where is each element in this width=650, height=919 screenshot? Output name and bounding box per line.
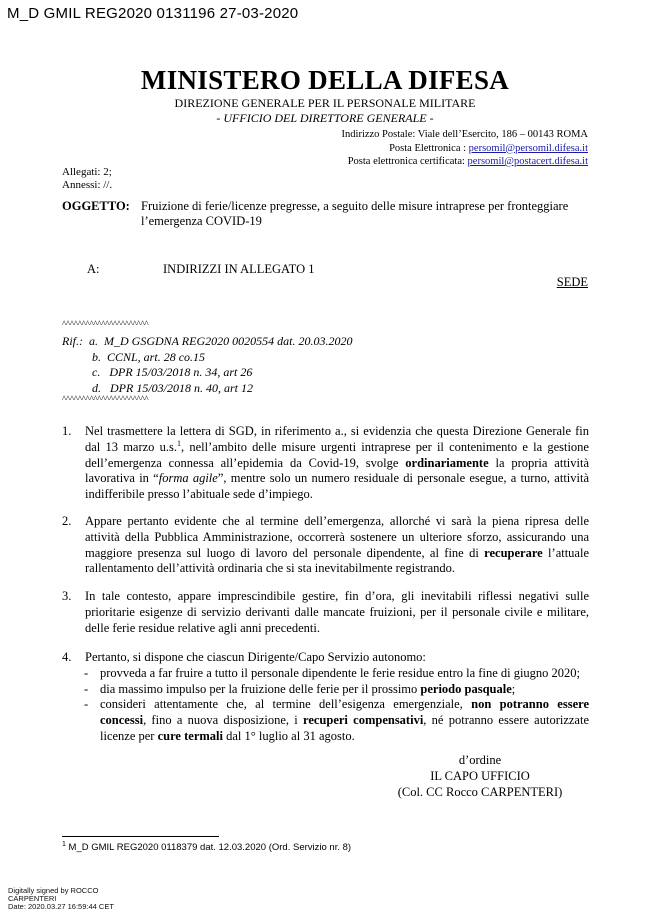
references-block [62, 334, 352, 396]
footnote-divider [62, 836, 219, 837]
recipient-sede: SEDE [556, 275, 588, 289]
directorate-subtitle: DIREZIONE GENERALE PER IL PERSONALE MILITARE [174, 96, 476, 110]
p4-bold-periodo-pasquale: periodo pasquale [420, 681, 512, 696]
signature-role: IL CAPO UFFICIO [430, 769, 530, 783]
pec-link[interactable]: persomil@postacert.difesa.it [467, 156, 588, 167]
p2-bold-recuperare: recuperare [484, 545, 543, 560]
digital-signature-line-1: Digitally signed by ROCCO [8, 886, 99, 895]
footnote [62, 842, 351, 853]
separator-bottom: ^^^^^^^^^^^^^^^^^^^^^^ [62, 394, 149, 404]
p1-text-3: la propria attività lavorativa in “ [85, 455, 590, 486]
p2-text-1: Appare pertanto evidente che al termine dell’emergenza, allorché vi sarà la piena ripresa delle attività della Pubblica Amministrazione, occorrerà sostenere un ulteriore sforzo, assicurando una maggiore presenza sul luogo di lavoro del personale dipendente, al fine di [85, 514, 589, 560]
paragraph-4 [62, 650, 589, 745]
p1-italic-forma-agile: forma agile [158, 471, 218, 486]
ministry-title: MINISTERO DELLA DIFESA [140, 65, 510, 95]
p4-item-3-text-2: , fino a nuova disposizione, i [143, 713, 304, 728]
paragraph-1-number: 1. [62, 424, 72, 438]
p4-list-item-3 [62, 697, 589, 744]
reference-b: CCNL, art. 28 co.15 [107, 349, 206, 364]
references-label: Rif.: [62, 334, 83, 348]
signature-order: d’ordine [458, 753, 502, 767]
dash-bullet: - [84, 681, 89, 696]
p4-list-item-2 [62, 682, 589, 698]
p4-item-3-text-4: dal 1° luglio al 31 agosto. [222, 728, 355, 743]
footnote-ref: 1 [177, 438, 181, 448]
p1-bold-ordinariamente: ordinariamente [405, 455, 489, 470]
annessi-line: Annessi: //. [62, 179, 113, 191]
address-block [342, 128, 588, 169]
digital-signature-line-2: CARPENTERI [8, 894, 57, 903]
recipient-label: A: [87, 262, 100, 276]
office-subtitle: - UFFICIO DEL DIRETTORE GENERALE - [216, 111, 434, 125]
subject-line-1: Fruizione di ferie/licenze pregresse, a seguito delle misure intraprese per fronteggiare [141, 199, 569, 213]
email-label: Posta Elettronica : [389, 142, 469, 154]
paragraph-3-number: 3. [62, 589, 72, 603]
signature-block [380, 752, 580, 800]
p1-text-1: Nel trasmettere la lettera di SGD, in riferimento a., si evidenzia che questa Direzione Generale fin dal 13 marzo u.s. [85, 424, 589, 454]
paragraph-2 [62, 514, 589, 577]
p3-text: In tale contesto, appare imprescindibile gestire, fin d’ora, gli inevitabili riflessi negativi sulle prioritarie esigenze di servizio derivanti dalle mancate fruizioni, per il personale civile e militare, delle ferie residue relative agli anni precedenti. [85, 589, 589, 635]
p1-text-4: ”, mentre solo un numero residuale di personale esegue, a turno, attività indifferibile presso l’abituale sede d’impiego. [85, 471, 590, 502]
digital-signature-line-3: Date: 2020.03.27 16:59:44 CET [8, 902, 114, 911]
reference-d: DPR 15/03/2018 n. 40, art 12 [110, 380, 253, 395]
recipient-name: INDIRIZZI IN ALLEGATO 1 [163, 262, 315, 276]
allegati-line: Allegati: 2; [62, 166, 112, 178]
postal-address: Indirizzo Postale: Viale dell’Esercito, 186 – 00143 ROMA [341, 129, 588, 140]
attachments-info [62, 166, 112, 192]
reference-d-letter: d. [92, 380, 101, 395]
p4-item-2-text: dia massimo impulso per la fruizione delle ferie per il prossimo [100, 681, 421, 696]
paragraph-3 [62, 589, 589, 636]
pec-line [342, 155, 588, 169]
reference-c-letter: c. [92, 365, 101, 379]
email-link[interactable]: persomil@persomil.difesa.it [468, 142, 588, 154]
signature-name: (Col. CC Rocco CARPENTERI) [397, 785, 563, 799]
p2-text-2: l’attuale rallentamento dell’attività ordinaria che si sta inevitabilmente registrando. [85, 545, 590, 576]
p4-item-2-end: ; [511, 681, 516, 696]
subject-block [62, 199, 592, 229]
footnote-text: M_D GMIL REG2020 0118379 dat. 12.03.2020 (Ord. Servizio nr. 8) [65, 842, 352, 853]
p4-item-1-text: provveda a far fruire a tutto il personale dipendente le ferie residue entro la fine di giugno 2020; [100, 665, 581, 680]
p4-bold-cure-termali: cure termali [157, 728, 223, 743]
p4-item-3-text-1: consideri attentamente che, al termine dell’esigenza emergenziale, [100, 697, 472, 712]
reference-b-letter: b. [92, 349, 101, 364]
dash-bullet: - [84, 665, 89, 680]
digital-signature-stamp [8, 887, 114, 911]
footnote-number: 1 [62, 840, 66, 848]
dash-bullet: - [84, 697, 89, 712]
p4-intro: Pertanto, si dispone che ciascun Dirigente/Capo Servizio autonomo: [85, 650, 426, 664]
subject-label: OGGETTO: [62, 199, 130, 213]
separator-top: ^^^^^^^^^^^^^^^^^^^^^^ [62, 319, 149, 329]
email-line [342, 142, 588, 156]
reference-a: M_D GSGDNA REG2020 0020554 dat. 20.03.2020 [104, 334, 353, 348]
protocol-number: M_D GMIL REG2020 0131196 27-03-2020 [7, 5, 299, 22]
p4-list-item-1 [62, 666, 589, 682]
paragraph-4-number: 4. [62, 650, 72, 664]
reference-c: DPR 15/03/2018 n. 34, art 26 [109, 365, 253, 379]
paragraph-1 [62, 424, 589, 503]
p4-item-3-text-3: , né potranno essere autorizzate licenze per [100, 713, 590, 743]
subject-line-2: l’emergenza COVID-19 [141, 214, 262, 228]
paragraph-2-number: 2. [62, 514, 72, 528]
pec-label: Posta elettronica certificata: [347, 156, 468, 167]
reference-a-letter: a. [89, 334, 98, 348]
p1-text-2: , nell’ambito delle misure urgenti intraprese per il contenimento e la gestione dell’emergenza connessa all’epidemia da Covid-19, svolge [85, 439, 589, 470]
p4-bold-recuperi: recuperi compensativi [303, 713, 424, 728]
p4-bold-non-potranno: non potranno essere concessi [100, 697, 589, 728]
